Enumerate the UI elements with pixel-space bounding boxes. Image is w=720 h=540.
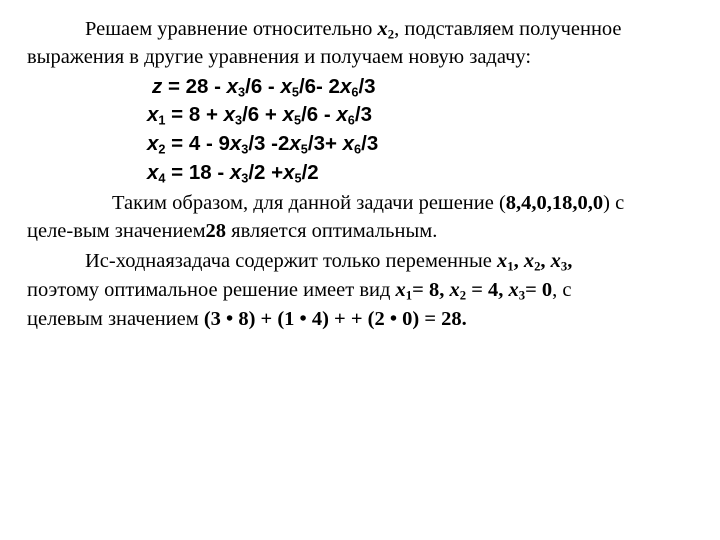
text-run: , подставляем полученное [394, 18, 622, 40]
text-line-1 [85, 16, 622, 42]
text-line-10: поэтому оптимальное решение имеет вид $x_1= 8$, $x_2 = 4$, $x_3= 0$, с [27, 279, 572, 303]
equation-objective: $z = 28 - x_3/6 - x_5/6-$ $2x_6/3$ [152, 75, 376, 100]
final-expression: (3 • 8) + (1 • 4) + + (2 • 0) = 28. [203, 308, 467, 330]
text-line-11: целевым значением (3 • 8) + (1 • 4) + + (2 • 0) = 28. [27, 308, 467, 330]
equation-x1: $x_1 = 8 + x_3/6 + x_5/6 - x_6/3$ [147, 103, 372, 128]
equation-x4: $x_4 = 18 - x_3/2 +x_5/2$ [147, 161, 319, 186]
text-line-9: Ис-ходнаязадача содержит только переменные $x_1$, $x_2$, $x_3$, [85, 250, 573, 274]
text-line-2 [27, 44, 531, 70]
subscript: 2 [387, 27, 395, 42]
solution-vector: 8,4,0,18,0,0 [505, 192, 604, 214]
objective-value: 28 [205, 220, 227, 242]
text-line-8: целе-вым значением28 является оптимальным. [27, 220, 438, 242]
var-x: x [377, 18, 388, 40]
equation-x2: $x_2 = 4 - 9x_3/3$ $-2x_5/3+ x_6/3$ [147, 132, 379, 157]
text-run: Решаем уравнение относительно [85, 18, 378, 40]
text-run: выражения в другие уравнения и получаем новую задачу: [27, 46, 532, 68]
text-line-7: Таким образом, для данной задачи решение (8,4,0,18,0,0) с [112, 192, 625, 214]
